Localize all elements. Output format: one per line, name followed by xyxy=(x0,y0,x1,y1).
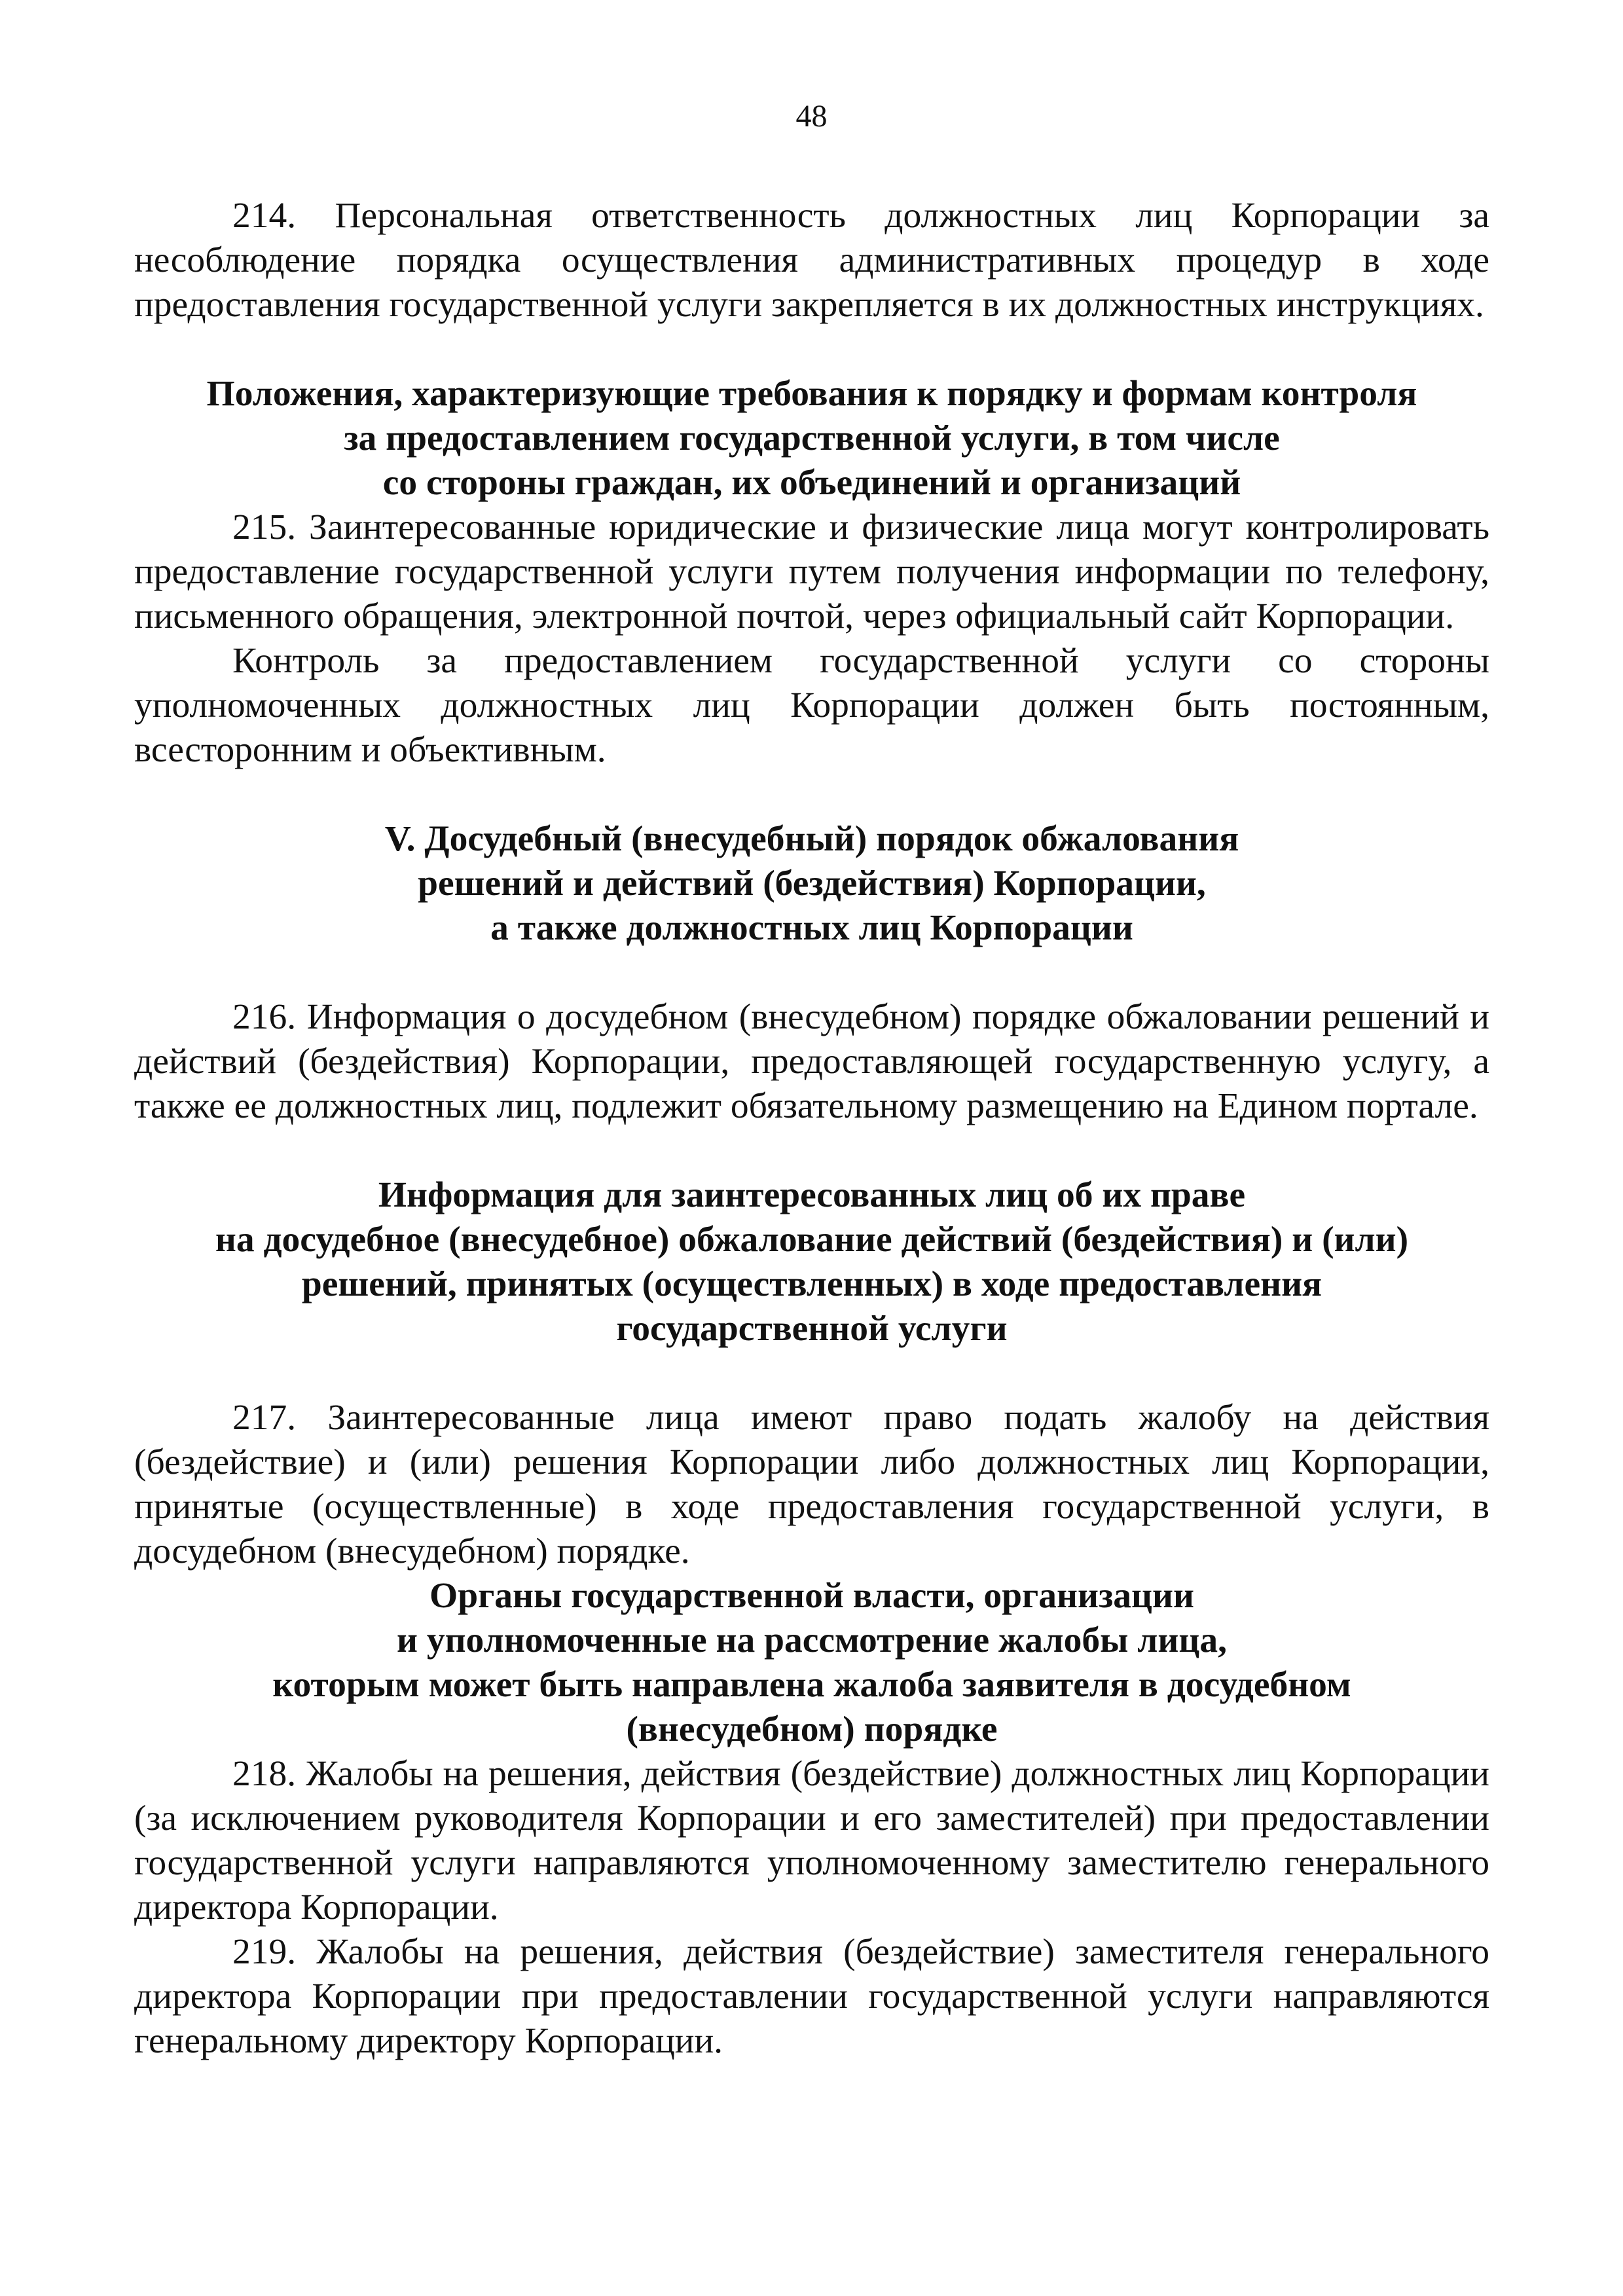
spacer xyxy=(134,951,1489,995)
spacer xyxy=(134,1129,1489,1173)
paragraph-218: 218. Жалобы на решения, действия (бездействие) должностных лиц Корпорации (за исключением руководителя Корпорации и его заместителей) при предоставлении государственной услуги направляются уполномоченному заместителю генерального директора Корпорации. xyxy=(134,1754,1489,1927)
paragraph-215: 215. Заинтересованные юридические и физические лица могут контролировать предоставление государственной услуги путем получения информации по телефону, письменного обращения, электронной почтой, через официальный сайт Корпорации. xyxy=(134,507,1489,636)
paragraph-215-control: Контроль за предоставлением государственной услуги со стороны уполномоченных должностных лиц Корпорации должен быть постоянным, всесторонним и объективным. xyxy=(134,641,1489,770)
paragraph-219: 219. Жалобы на решения, действия (бездействие) заместителя генерального директора Корпорации при предоставлении государственной услуги направляются генеральному директору Корпорации. xyxy=(134,1932,1489,2061)
heading-line: которым может быть направлена жалоба заявителя в досудебном xyxy=(272,1665,1351,1705)
heading-authorities xyxy=(134,1574,1489,1752)
spacer xyxy=(134,327,1489,372)
heading-line: за предоставлением государственной услуги, в том числе xyxy=(344,418,1280,458)
document-body xyxy=(134,194,1489,2064)
heading-line: а также должностных лиц Корпорации xyxy=(490,908,1133,948)
spacer xyxy=(134,1351,1489,1396)
heading-info-rights xyxy=(134,1173,1489,1351)
heading-line: (внесудебном) порядке xyxy=(626,1709,998,1749)
heading-line: на досудебное (внесудебное) обжалование действий (бездействия) и (или) xyxy=(215,1220,1409,1260)
heading-line: Информация для заинтересованных лиц об их праве xyxy=(378,1175,1246,1215)
heading-line: и уполномоченные на рассмотрение жалобы лица, xyxy=(396,1620,1228,1660)
heading-line: V. Досудебный (внесудебный) порядок обжалования xyxy=(384,819,1239,859)
heading-control-requirements xyxy=(134,372,1489,505)
heading-line: решений, принятых (осуществленных) в ходе предоставления xyxy=(301,1264,1322,1304)
heading-line: Положения, характеризующие требования к порядку и формам контроля xyxy=(206,374,1417,414)
paragraph-217: 217. Заинтересованные лица имеют право подать жалобу на действия (бездействие) и (или) решения Корпорации либо должностных лиц Корпорации, принятые (осуществленные) в ходе предоставления государственной услуги, в досудебном (внесудебном) порядке. xyxy=(134,1398,1489,1571)
heading-section-v xyxy=(134,817,1489,951)
spacer xyxy=(134,773,1489,817)
paragraph-214: 214. Персональная ответственность должностных лиц Корпорации за несоблюдение порядка осуществления административных процедур в ходе предоставления государственной услуги закрепляется в их должностных инструкциях. xyxy=(134,196,1489,325)
paragraph-216: 216. Информация о досудебном (внесудебном) порядке обжаловании решений и действий (бездействия) Корпорации, предоставляющей государственную услугу, а также ее должностных лиц, подлежит обязательному размещению на Едином портале. xyxy=(134,997,1489,1126)
heading-line: государственной услуги xyxy=(616,1309,1008,1349)
heading-line: решений и действий (бездействия) Корпорации, xyxy=(418,864,1206,903)
page-number: 48 xyxy=(795,99,828,134)
heading-line: со стороны граждан, их объединений и организаций xyxy=(382,463,1241,503)
heading-line: Органы государственной власти, организации xyxy=(429,1576,1194,1616)
